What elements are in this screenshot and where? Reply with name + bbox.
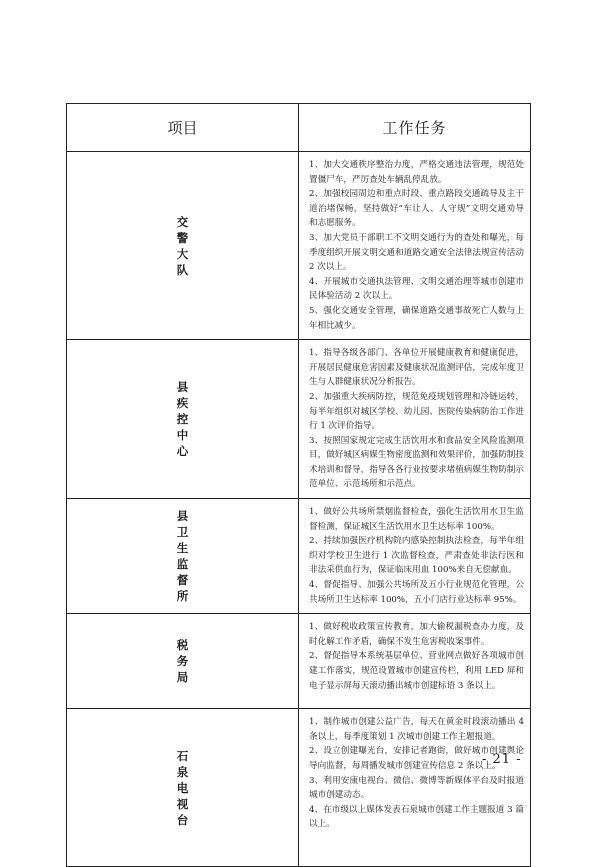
unit-char: 县	[176, 380, 189, 395]
task-item: 2、加强校园周边和重点时段、重点路段交通疏导及主干道治堵保畅，坚持做好“车让人、人守规”文明交通劝导和志愿服务。	[309, 189, 524, 229]
unit-char: 中	[176, 428, 189, 443]
task-item: 2、设立创建曝光台，安排记者跑街，做好城市创建舆论导向监督，每周播发城市创建宣传信息 2 条以上。	[309, 746, 524, 771]
table-header-row	[67, 104, 531, 152]
unit-cell	[67, 709, 299, 867]
task-item: 1、指导各级各部门、各单位开展健康教育和健康促进，开展居民健康危害因素及健康状况监测评估，完成年度卫生与人群健康状况分析报告。	[309, 348, 524, 388]
unit-char: 泉	[176, 764, 189, 779]
page-number: - 21 -	[482, 752, 522, 767]
task-item: 1、制作城市创建公益广告，每天在黄金时段滚动播出 4 条以上，每季度策划 1 次城市创建工作主题报道。	[309, 717, 524, 742]
task-item: 3、按照国家规定完成生活饮用水和食品安全风险监测项目，做好城区病媒生物密度监测和效果评价，加强防制技术培训和督导，指导各各行业按要求堵植病媒生物防制示范单位、示范场所和示范点。	[309, 435, 524, 490]
task-cell	[299, 152, 531, 340]
task-cell	[299, 709, 531, 867]
table-row	[67, 340, 531, 499]
table-row	[67, 709, 531, 867]
unit-char: 队	[176, 262, 189, 277]
task-item: 1、做好税收政策宣传教育，加大偷税漏税查办力度，及时化解工作矛盾，确保不发生危害税收案事件。	[309, 622, 524, 647]
unit-char: 心	[176, 444, 189, 459]
task-item: 1、加大交通秩序整治力度，严格交通违法管理，规范处置僵尸车，严厉查处车辆乱停乱放。	[309, 160, 524, 185]
unit-cell	[67, 152, 299, 340]
task-item: 3、利用安康电视台、微信、微博等新媒体平台及时报道城市创建动态。	[309, 775, 524, 801]
task-cell	[299, 499, 531, 614]
unit-char: 生	[176, 541, 189, 556]
task-item: 2、持续加强医疗机构院内感染控制执法检查，每半年组织对学校卫生进行 1 次监督检查，严肃查处非法行医和非法采供血行为，保证临床用血 100%来自无偿献血。	[309, 536, 524, 576]
unit-char: 石	[176, 748, 189, 763]
table-row	[67, 152, 531, 340]
unit-char: 务	[176, 654, 189, 669]
task-item: 4、督促指导、加强公共场所及五小行业规范化管理，公共场所卫生达标率 100%，五小门店行业达标率 95%。	[309, 580, 524, 605]
unit-char: 督	[176, 573, 189, 588]
task-item: 2、督促指导本系统基层单位、营业网点做好各项城市创建工作落实，规范设置城市创建宣传栏，利用 LED 屏和电子显示屏每天滚动播出城市创建标语 3 条以上。	[309, 651, 524, 691]
unit-char: 大	[176, 246, 189, 261]
task-cell	[299, 340, 531, 499]
unit-char: 税	[176, 638, 189, 653]
unit-char: 交	[176, 214, 189, 229]
unit-char: 视	[176, 796, 189, 811]
unit-char: 卫	[176, 525, 189, 540]
unit-cell	[67, 499, 299, 614]
unit-char: 所	[176, 589, 189, 604]
unit-char: 局	[176, 670, 189, 685]
table-row	[67, 499, 531, 614]
header-unit: 项目	[67, 104, 299, 152]
task-table	[66, 103, 531, 867]
unit-char: 控	[176, 412, 189, 427]
unit-char: 警	[176, 230, 189, 245]
unit-char: 台	[176, 812, 189, 827]
task-item: 2、加强重大疾病防控，规范免疫规划管理和冷链运转，每半年组织对城区学校、幼儿园、医院传染病防治工作进行 1 次评价指导。	[309, 391, 524, 432]
task-item: 1、做好公共场所禁烟监督检查，强化生活饮用水卫生监督检测，保证城区生活饮用水卫生达标率 100%。	[309, 507, 524, 532]
unit-cell	[67, 340, 299, 499]
task-item: 5、强化交通安全管理，确保道路交通事故死亡人数与上年相比减少。	[309, 305, 524, 331]
unit-char: 县	[176, 509, 189, 524]
task-item: 4、在市级以上媒体发表石泉城市创建工作主题报道 3 篇以上。	[309, 804, 524, 830]
task-cell	[299, 614, 531, 709]
unit-cell	[67, 614, 299, 709]
unit-char: 疾	[176, 396, 189, 411]
task-item: 3、加大党员干部职工不文明交通行为的查处和曝光，每季度组织开展文明交通和道路交通安全法律法规宣传活动 2 次以上。	[309, 232, 524, 273]
table-row	[67, 614, 531, 709]
task-item: 4、开展城市交通执法管理、文明交通治理等城市创建市民体验活动 2 次以上。	[309, 276, 524, 302]
header-task: 工作任务	[299, 104, 531, 152]
unit-char: 监	[176, 557, 189, 572]
unit-char: 电	[176, 780, 189, 795]
